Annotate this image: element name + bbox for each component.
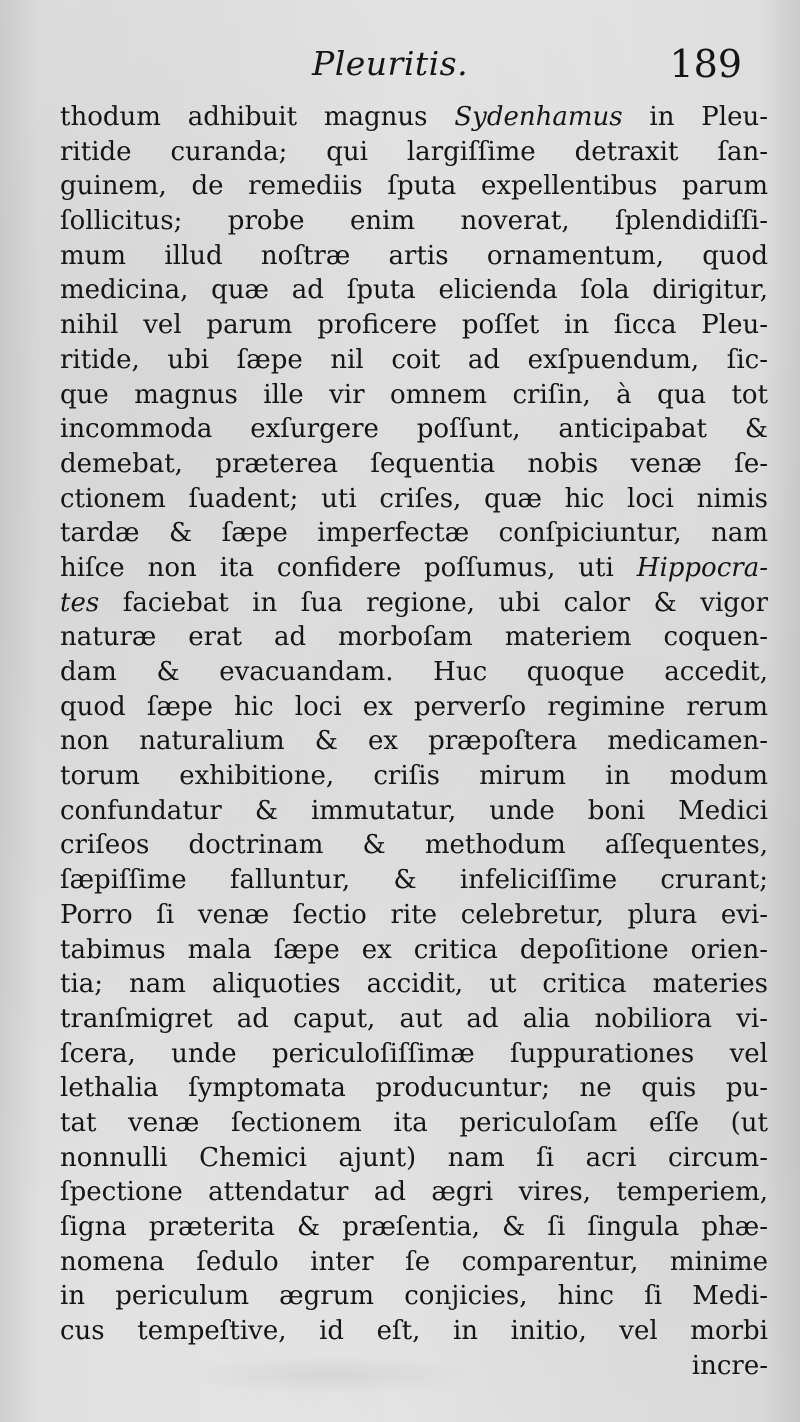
text-line: demebat, præterea ſequentia nobis venæ ſe-	[60, 448, 768, 479]
text-line: medicina, quæ ad ſputa elicienda ſola dirigitur,	[60, 275, 768, 306]
text-line: ſollicitus; probe enim noverat, ſplendidiſſi-	[60, 206, 768, 237]
text-line: confundatur & immutatur, unde boni Medici	[60, 795, 768, 826]
text-line: nonnulli Chemici ajunt) nam ſi acri circum-	[60, 1142, 768, 1173]
text-line: tia; nam aliquoties accidit, ut critica materies	[60, 969, 768, 1000]
text-line: mum illud noſtræ artis ornamentum, quod	[60, 240, 768, 271]
text-line: nomena ſedulo inter ſe comparentur, minime	[60, 1246, 768, 1277]
body-text	[60, 100, 768, 1383]
text-line: in periculum ægrum conjicies, hinc ſi Medi-	[60, 1281, 768, 1312]
running-title: Pleuritis.	[312, 44, 469, 83]
page-header	[0, 44, 800, 94]
text-line: lethalia ſymptomata producuntur; ne quis pu-	[60, 1073, 768, 1104]
text-line: tardæ & ſæpe imperfectæ conſpiciuntur, nam	[60, 518, 768, 549]
text-line: tranſmigret ad caput, aut ad alia nobiliora vi-	[60, 1003, 768, 1034]
text-line: naturæ erat ad morboſam materiem coquen-	[60, 622, 768, 653]
text-line: hiſce non ita confidere poſſumus, uti Hippocra-	[60, 552, 768, 583]
text-line: ritide curanda; qui largiſſime detraxit ſan-	[60, 136, 768, 167]
text-line: incre-	[691, 1350, 768, 1381]
text-line: ritide, ubi ſæpe nil coit ad exſpuendum, ſic-	[60, 344, 768, 375]
ink-bleed-decoration	[180, 1355, 480, 1395]
page-number: 189	[669, 42, 742, 86]
text-line: criſeos doctrinam & methodum aſſequentes,	[60, 830, 768, 861]
text-line: incommoda exſurgere poſſunt, anticipabat &	[60, 414, 768, 445]
text-line: dam & evacuandam. Huc quoque accedit,	[60, 657, 768, 687]
text-line: quod ſæpe hic loci ex perverſo regimine rerum	[60, 691, 768, 722]
text-line: ſpectione attendatur ad ægri vires, temperiem,	[60, 1177, 768, 1208]
text-line: tabimus mala ſæpe ex critica depoſitione orien-	[60, 934, 768, 965]
text-line: cus tempeſtive, id eſt, in initio, vel morbi	[60, 1316, 768, 1347]
text-line: torum exhibitione, criſis mirum in modum	[60, 761, 768, 792]
text-line: ſæpiſſime falluntur, & infeliciſſime crurant;	[60, 865, 768, 896]
text-line: guinem, de remediis ſputa expellentibus parum	[60, 171, 768, 202]
text-line: nihil vel parum proficere poſſet in ſicca Pleu-	[60, 310, 768, 341]
text-line: Porro ſi venæ ſectio rite celebretur, plura evi-	[60, 899, 768, 930]
text-line: thodum adhibuit magnus Sydenhamus in Pleu-	[60, 102, 768, 132]
text-line: ctionem ſuadent; uti criſes, quæ hic loci nimis	[60, 483, 768, 514]
text-line: ſigna præterita & præſentia, & ſi ſingula phæ-	[60, 1212, 768, 1242]
text-line: non naturalium & ex præpoſtera medicamen-	[60, 726, 768, 757]
text-line: tes faciebat in ſua regione, ubi calor & vigor	[60, 587, 768, 618]
text-line: tat venæ ſectionem ita periculoſam eſſe (ut	[60, 1107, 768, 1138]
text-line: que magnus ille vir omnem criſin, à qua tot	[60, 379, 768, 410]
text-line: ſcera, unde periculoſiſſimæ ſuppurationes vel	[60, 1038, 768, 1069]
